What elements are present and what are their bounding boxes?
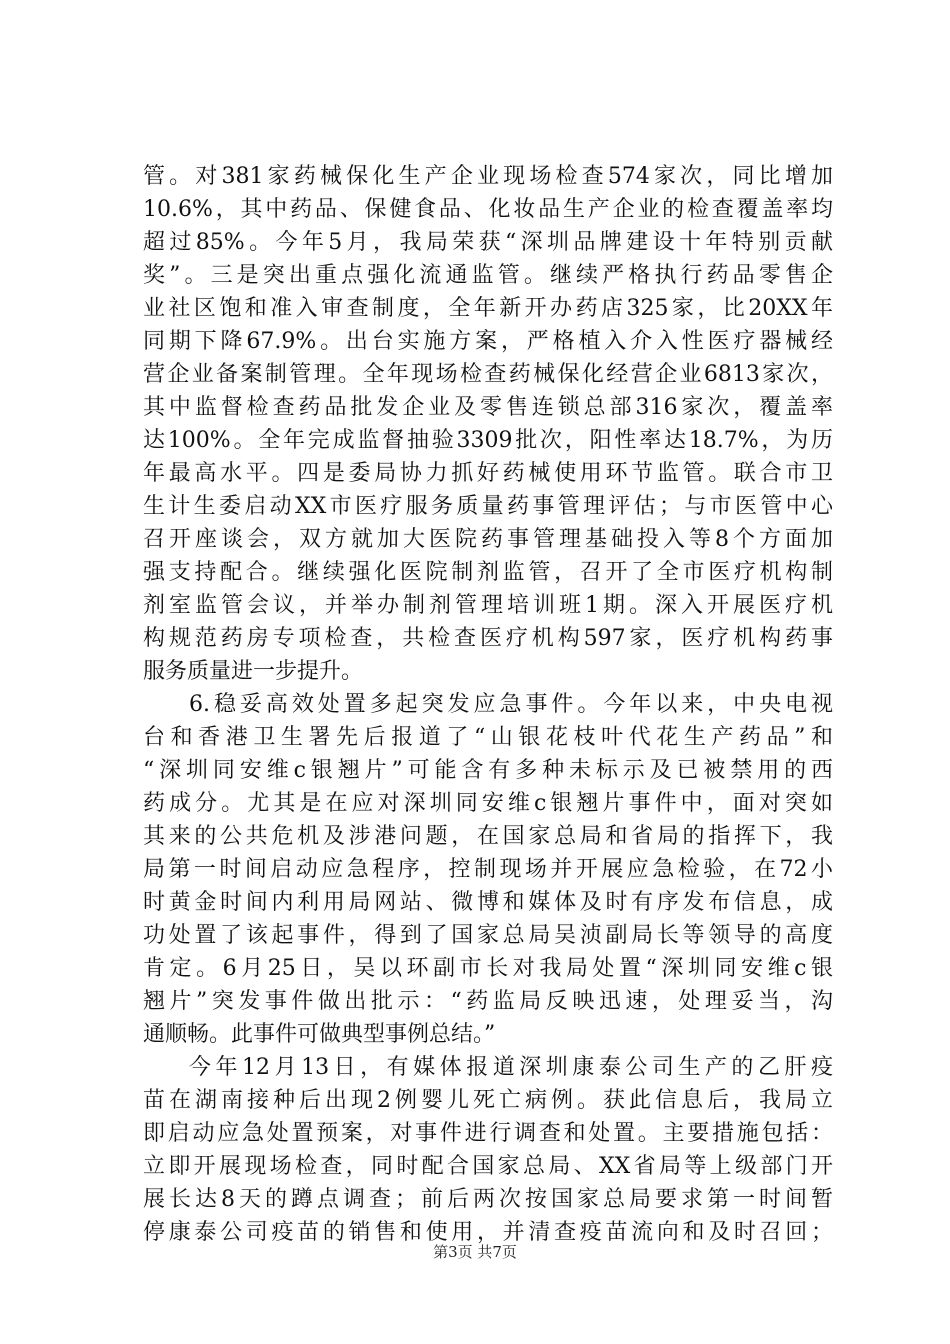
text-line: 构规范药房专项检查，共检查医疗机构597家，医疗机构药事 [143, 626, 833, 651]
text-line: “深圳同安维c银翘片”可能含有多种未标示及已被禁用的西 [143, 758, 833, 783]
text-line: 业社区饱和准入审查制度，全年新开办药店325家，比20XX年 [143, 296, 833, 321]
text-line: 时黄金时间内利用局网站、微博和媒体及时有序发布信息，成 [143, 890, 833, 915]
text-line: 功处置了该起事件，得到了国家总局吴浈副局长等领导的高度 [143, 923, 833, 948]
document-body [143, 160, 833, 1249]
text-line: 同期下降67.9%。出台实施方案，严格植入介入性医疗器械经 [143, 329, 833, 354]
text-line: 台和香港卫生署先后报道了“山银花枝叶代花生产药品”和 [143, 725, 833, 750]
text-line: 肯定。6月25日，吴以环副市长对我局处置“深圳同安维c银 [143, 956, 833, 981]
text-line: 强支持配合。继续强化医院制剂监管，召开了全市医疗机构制 [143, 560, 833, 585]
text-line: 展长达8天的蹲点调查；前后两次按国家总局要求第一时间暂 [143, 1187, 833, 1212]
text-line: 超过85%。今年5月，我局荣获“深圳品牌建设十年特别贡献 [143, 230, 833, 255]
text-line: 达100%。全年完成监督抽验3309批次，阳性率达18.7%，为历 [143, 428, 833, 453]
text-line: 服务质量进一步提升。 [143, 659, 364, 684]
text-line: 奖”。三是突出重点强化流通监管。继续严格执行药品零售企 [143, 263, 833, 288]
text-line: 立即开展现场检查，同时配合国家总局、XX省局等上级部门开 [143, 1154, 833, 1179]
text-line: 药成分。尤其是在应对深圳同安维c银翘片事件中，面对突如 [143, 791, 833, 816]
text-line: 停康泰公司疫苗的销售和使用，并清查疫苗流向和及时召回； [143, 1220, 833, 1245]
text-line: 召开座谈会，双方就加大医院药事管理基础投入等8个方面加 [143, 527, 833, 552]
text-line: 年最高水平。四是委局协力抓好药械使用环节监管。联合市卫 [143, 461, 833, 486]
text-line: 通顺畅。此事件可做典型事例总结。” [143, 1022, 496, 1047]
text-line: 苗在湖南接种后出现2例婴儿死亡病例。获此信息后，我局立 [143, 1088, 833, 1113]
text-line: 即启动应急处置预案，对事件进行调查和处置。主要措施包括： [143, 1121, 833, 1146]
text-line: 翘片”突发事件做出批示：“药监局反映迅速，处理妥当，沟 [143, 989, 833, 1014]
text-line: 10.6%，其中药品、保健食品、化妆品生产企业的检查覆盖率均 [143, 197, 833, 222]
text-line: 营企业备案制管理。全年现场检查药械保化经营企业6813家次， [143, 362, 833, 387]
text-line: 生计生委启动XX市医疗服务质量药事管理评估；与市医管中心 [143, 494, 833, 519]
text-line: 6.稳妥高效处置多起突发应急事件。今年以来，中央电视 [189, 692, 833, 717]
text-line: 其中监督检查药品批发企业及零售连锁总部316家次，覆盖率 [143, 395, 833, 420]
text-line: 今年12月13日，有媒体报道深圳康泰公司生产的乙肝疫 [189, 1055, 833, 1080]
text-line: 其来的公共危机及涉港问题，在国家总局和省局的指挥下，我 [143, 824, 833, 849]
text-line: 局第一时间启动应急程序，控制现场并开展应急检验，在72小 [143, 857, 833, 882]
page-footer: 第3页 共7页 [433, 1243, 517, 1261]
text-line: 管。对381家药械保化生产企业现场检查574家次，同比增加 [143, 164, 833, 189]
text-line: 剂室监管会议，并举办制剂管理培训班1期。深入开展医疗机 [143, 593, 833, 618]
